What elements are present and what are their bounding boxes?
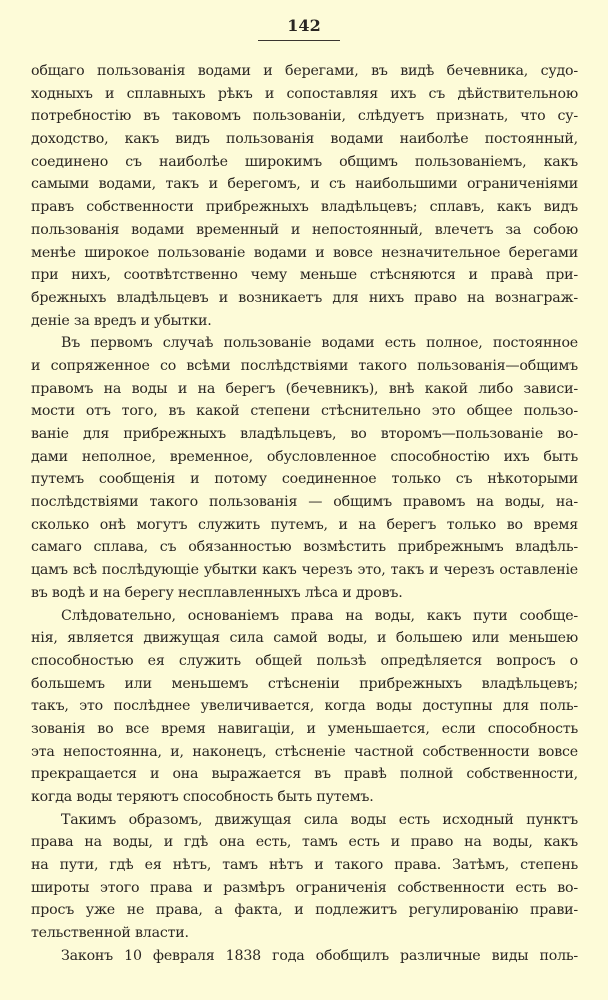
text-line: доходство, какъ видъ пользованія водами наиболѣе постоянный,: [31, 131, 578, 148]
paragraph: [31, 945, 578, 968]
text-line: при нихъ, соотвѣтственно чему меньше стѣсняются и права̀ при-: [31, 267, 578, 284]
text-line: деніе за вредъ и убытки.: [31, 312, 212, 329]
text-line: когда воды теряютъ способность быть путемъ.: [31, 789, 374, 805]
text-line: самыми водами, такъ и берегомъ, и съ наибольшими ограниченіями: [31, 176, 578, 193]
text-line: въ водѣ и на берегу несплавленныхъ лѣса и дровъ.: [31, 584, 403, 601]
text-line: ходныхъ и сплавныхъ рѣкъ и сопоставляя ихъ съ дѣйствительною: [31, 85, 578, 102]
text-line: широты этого права и размѣръ ограниченія собственности есть во-: [31, 879, 578, 896]
text-line: самаго сплава, съ обязанностью возмѣстить прибрежнымъ владѣль-: [31, 539, 578, 556]
text-line: Слѣдовательно, основаніемъ права на воды, какъ пути сообще-: [61, 607, 578, 624]
text-line: послѣдствіями такого пользованія — общимъ правомъ на воды, на-: [31, 494, 578, 511]
paragraph: [31, 60, 578, 332]
text-line: прекращается и она выражается въ правѣ полной собственности,: [31, 766, 578, 783]
page-body: [31, 60, 578, 968]
text-line: просъ уже не права, а факта, и подлежитъ регулированію прави-: [31, 902, 578, 919]
text-line: способностью ея служить общей пользѣ опредѣляется вопросъ о: [31, 652, 578, 669]
text-line: тельственной власти.: [31, 925, 189, 942]
text-line: правомъ на воды и на берегъ (бечевникъ), внѣ какой либо зависи-: [31, 380, 578, 397]
text-line: Такимъ образомъ, движущая сила воды есть исходный пунктъ: [61, 811, 578, 828]
text-line: путемъ сообщенія и потому соединенное только съ нѣкоторыми: [31, 471, 578, 488]
text-line: потребностію въ таковомъ пользованіи, слѣдуетъ признать, что су-: [31, 108, 578, 125]
text-line: эта непостоянна, и, наконецъ, стѣсненіе частной собственности вовсе: [31, 743, 578, 760]
text-line: такъ, это послѣднее увеличивается, когда воды доступны для поль-: [31, 698, 578, 715]
page-number-rule: [258, 40, 340, 41]
paragraph: [31, 332, 578, 604]
text-line: соединено съ наиболѣе широкимъ общимъ пользованіемъ, какъ: [31, 153, 578, 170]
text-line: права на воды, и гдѣ она есть, тамъ есть и право на воды, какъ: [31, 834, 578, 851]
text-line: большемъ или меньшемъ стѣсненіи прибрежныхъ владѣльцевъ;: [31, 675, 578, 692]
text-line: менѣе широкое пользованіе водами и вовсе незначительное берегами: [31, 244, 578, 261]
text-line: и сопряженное со всѣми послѣдствіями такого пользованія—общимъ: [31, 357, 578, 374]
text-line: нія, является движущая сила самой воды, и большею или меньшею: [31, 630, 578, 647]
paragraph: [31, 605, 578, 809]
text-line: дами неполное, временное, обусловленное способностію ихъ быть: [31, 448, 578, 465]
text-line: ваніе для прибрежныхъ владѣльцевъ, во второмъ—пользованіе во-: [31, 426, 578, 442]
text-line: сколько онѣ могутъ служить путемъ, и на берегъ только во время: [31, 516, 578, 533]
text-line: правъ собственности прибрежныхъ владѣльцевъ; сплавъ, какъ видъ: [31, 199, 578, 216]
page-number: 142: [287, 16, 321, 35]
text-line: пользованія водами временный и непостоянный, влечетъ за собою: [31, 221, 578, 238]
paragraph: [31, 809, 578, 945]
text-line: на пути, гдѣ ея нѣтъ, тамъ нѣтъ и такого права. Затѣмъ, степень: [31, 857, 578, 874]
text-line: зованія во все время навигаціи, и уменьшается, если способность: [31, 720, 578, 737]
text-line: Въ первомъ случаѣ пользованіе водами есть полное, постоянное: [61, 335, 578, 352]
text-line: цамъ всѣ послѣдующіе убытки какъ черезъ это, такъ и черезъ оставленіе: [31, 562, 578, 579]
text-line: мости отъ того, въ какой степени стѣснительно это общее пользо-: [31, 403, 578, 420]
text-line: брежныхъ владѣльцевъ и возникаетъ для нихъ право на вознаграж-: [31, 289, 578, 306]
text-line: общаго пользованія водами и берегами, въ видѣ бечевника, судо-: [31, 63, 578, 79]
text-line: Законъ 10 февраля 1838 года обобщилъ различные виды поль-: [61, 947, 578, 964]
